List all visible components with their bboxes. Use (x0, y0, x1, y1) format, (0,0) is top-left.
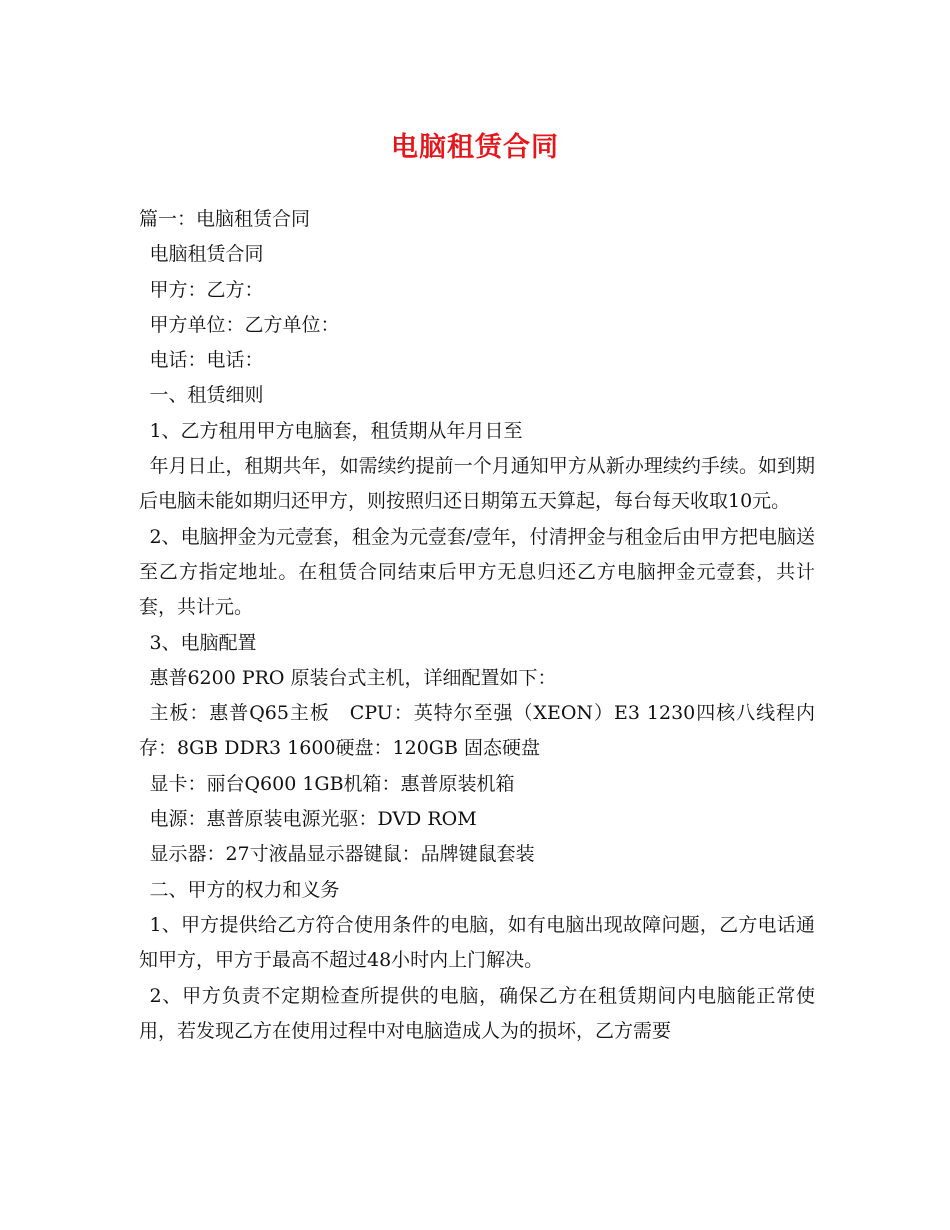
section-heading-party-a-rights: 二、甲方的权力和义务 (149, 878, 340, 901)
config-psu-drive: 电源：惠普原装电源光驱：DVD ROM (149, 808, 477, 831)
document-body (139, 202, 815, 1049)
config-gpu-case: 显卡：丽台Q600 1GB机箱：惠普原装机箱 (149, 772, 515, 795)
config-intro: 惠普6200 PRO 原装台式主机，详细配置如下： (149, 666, 557, 689)
config-motherboard-cpu-ram-disk: 主板：惠普Q65主板 CPU：英特尔至强（XEON）E3 1230四核八线程内存：8GB DDR3 1600硬盘：120GB 固态硬盘 (139, 702, 815, 760)
config-monitor-peripherals: 显示器：27寸液晶显示器键鼠：品牌键鼠套装 (149, 843, 535, 866)
clause-1-1-start: 1、乙方租用甲方电脑套，租赁期从年月日至 (149, 419, 523, 442)
clause-1-3-heading: 3、电脑配置 (149, 631, 257, 654)
clause-2-1: 1、甲方提供给乙方符合使用条件的电脑，如有电脑出现故障问题，乙方电话通知甲方，甲方于最高不超过48小时内上门解决。 (139, 913, 815, 972)
section-heading-lease-rules: 一、租赁细则 (149, 384, 264, 407)
clause-1-1-continued: 年月日止，租期共年，如需续约提前一个月通知甲方从新办理续约手续。如到期后电脑未能如期归还甲方，则按照归还日期第五天算起，每台每天收取10元。 (139, 455, 815, 513)
phone-line: 电话：电话： (149, 349, 264, 372)
section-heading-part-one: 篇一：电脑租赁合同 (139, 208, 311, 230)
party-units-line: 甲方单位：乙方单位： (149, 313, 340, 336)
document-title: 电脑租赁合同 (391, 132, 559, 163)
clause-2-2: 2、甲方负责不定期检查所提供的电脑，确保乙方在租赁期间内电脑能正常使用，若发现乙方在使用过程中对电脑造成人为的损坏，乙方需要 (139, 984, 815, 1042)
party-names-line: 甲方：乙方： (149, 278, 264, 301)
contract-title-line: 电脑租赁合同 (149, 243, 264, 266)
clause-1-2: 2、电脑押金为元壹套，租金为元壹套/壹年，付清押金与租金后由甲方把电脑送至乙方指定地址。在租赁合同结束后甲方无息归还乙方电脑押金元壹套，共计套，共计元。 (139, 525, 815, 619)
